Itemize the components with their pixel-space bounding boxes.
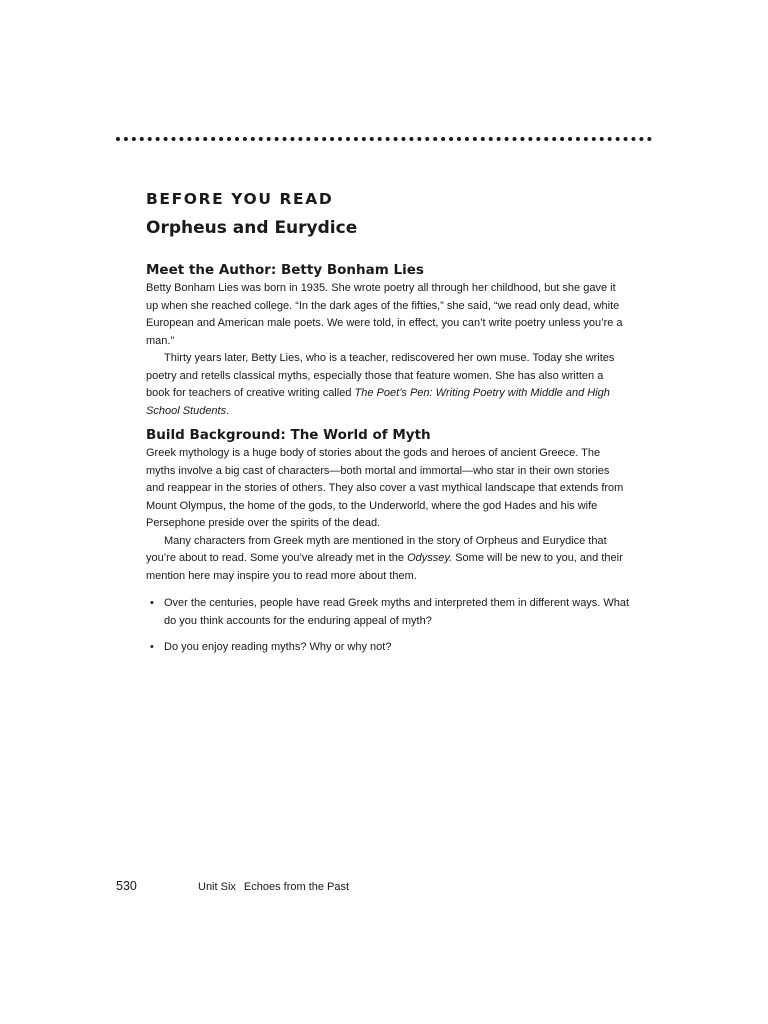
author-heading: Meet the Author: Betty Bonham Lies	[146, 262, 424, 278]
book-title: The Poet’s Pen: Writing Poetry with Middle and High School Students	[146, 387, 610, 417]
page-footer	[116, 878, 349, 895]
author-paragraph-1: Betty Bonham Lies was born in 1935. She wrote poetry all through her childhood, but she gave it up when she reached college. “In the dark ages of the fifties,” she said, “we read only dead, white European and American male poets. We were told, in effect, you can’t write poetry unless you’re a man.”	[146, 282, 623, 347]
background-paragraph-2-end: Some will be new to you, and their mention here may inspire you to read more about them.	[146, 552, 623, 582]
list-item	[146, 639, 630, 657]
background-paragraph-2	[146, 533, 630, 586]
author-paragraph-2-text: Thirty years later, Betty Lies, who is a teacher, rediscovered her own muse. Today she writes poetry and retells classical myths, especially those that feature women. She has also written a book for teachers of creative writing called	[146, 352, 615, 399]
page-title: Orpheus and Eurydice	[146, 218, 358, 238]
question-text: Do you enjoy reading myths? Why or why not?	[164, 641, 392, 653]
background-paragraph-2-text: Many characters from Greek myth are mentioned in the story of Orpheus and Eurydice that you’re about to read. Some you’ve already met in the	[146, 534, 607, 564]
background-paragraph-1: Greek mythology is a huge body of stories about the gods and heroes of ancient Greece. The myths involve a big cast of characters—both mortal and immortal—who star in their own stories and reappear in the stories of others. They also cover a vast mythical landscape that extends from Mount Olympus, the home of the gods, to the Underworld, where the god Hades and his wife Persephone preside over the spirits of the dead.	[146, 447, 624, 529]
dotted-divider	[116, 137, 652, 141]
bullet-icon: •	[150, 641, 154, 653]
list-item	[146, 595, 630, 630]
section-kicker: BEFORE YOU READ	[146, 190, 334, 208]
odyssey-title: Odyssey.	[407, 552, 453, 564]
question-text: Over the centuries, people have read Greek myths and interpreted them in different ways. What do you think accounts for the enduring appeal of myth?	[164, 597, 630, 627]
author-paragraph-2	[146, 350, 630, 420]
background-heading: Build Background: The World of Myth	[146, 427, 431, 443]
author-paragraph-2-end: .	[226, 404, 230, 417]
page-number: 530	[116, 879, 137, 893]
bullet-icon: •	[150, 597, 154, 609]
unit-label: Unit Six	[198, 881, 236, 893]
unit-title: Echoes from the Past	[243, 881, 350, 893]
question-list	[146, 595, 630, 657]
page-content	[146, 188, 630, 666]
